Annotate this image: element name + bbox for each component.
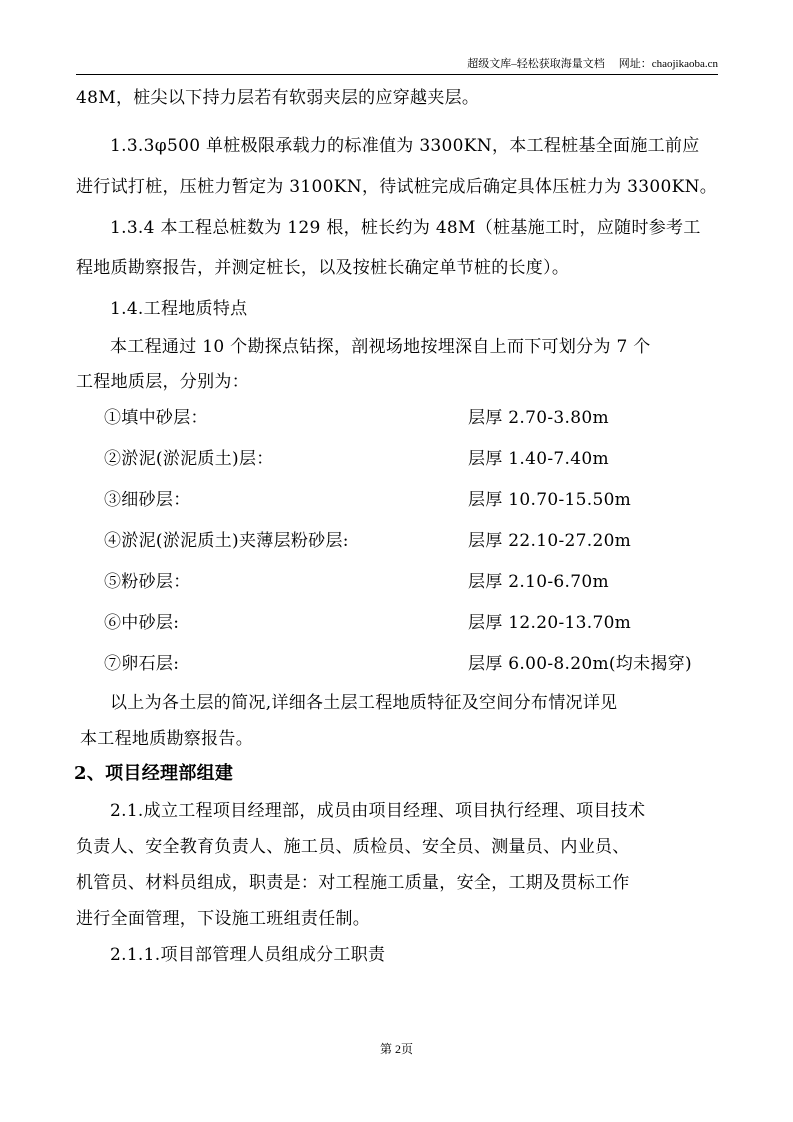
soil-layer-row: [76, 529, 724, 553]
soil-layer-row: [76, 570, 724, 594]
paragraph-1-3-3: 1.3.3φ500 单桩极限承载力的标准值为 3300KN，本工程桩基全面施工前应: [110, 136, 700, 156]
header-site-name: 超级文库–轻松获取海量文档: [467, 58, 605, 70]
layer-name: ⑤粉砂层：: [104, 572, 191, 592]
paragraph-2-1: 2.1.成立工程项目经理部，成员由项目经理、项目执行经理、项目技术: [110, 801, 646, 821]
paragraph-text: 48M，桩尖以下持力层若有软弱夹层的应穿越夹层。: [76, 88, 480, 108]
soil-layer-row: [76, 652, 724, 676]
intro-paragraph-cont: 工程地质层，分别为：: [76, 372, 249, 392]
intro-paragraph: 本工程通过 10 个勘探点钻探，剖视场地按埋深自上而下可划分为 7 个: [110, 337, 651, 357]
paragraph-1-3-4-cont: 程地质勘察报告，并测定桩长，以及按桩长确定单节桩的长度）。: [76, 258, 570, 278]
soil-layer-row: [76, 611, 724, 635]
soil-layer-row: [76, 488, 724, 512]
layer-thickness: 层厚 10.70-15.50m: [468, 490, 632, 510]
layer-thickness: 层厚 2.70-3.80m: [468, 408, 609, 428]
header-url-label: 网址：: [618, 58, 652, 70]
layer-thickness: 层厚 2.10-6.70m: [468, 572, 609, 592]
layer-name: ④淤泥(淤泥质土)夹薄层粉砂层:: [104, 531, 349, 551]
layer-name: ⑦卵石层:: [104, 654, 180, 674]
paragraph-2-1-cont: 机管员、材料员组成，职责是：对工程施工质量，安全，工期及贯标工作: [76, 873, 630, 893]
paragraph-2-1-cont: 进行全面管理，下设施工班组责任制。: [76, 909, 371, 929]
section-heading-2: 2、项目经理部组建: [74, 763, 234, 784]
section-heading-2-1-1: 2.1.1.项目部管理人员组成分工职责: [110, 945, 386, 965]
page-header: [76, 56, 718, 75]
layer-name: ③细砂层：: [104, 490, 191, 510]
layer-name: ①填中砂层：: [104, 408, 208, 428]
header-url-link[interactable]: chaojikaoba.cn: [651, 58, 718, 70]
paragraph-2-1-cont: 负责人、安全教育负责人、施工员、质检员、安全员、测量员、内业员、: [76, 837, 630, 857]
layer-thickness: 层厚 12.20-13.70m: [468, 613, 632, 633]
paragraph-1-3-4: 1.3.4 本工程总桩数为 129 根，桩长约为 48M（桩基施工时，应随时参考工: [110, 218, 701, 238]
layer-thickness: 层厚 22.10-27.20m: [468, 531, 632, 551]
summary-paragraph-cont: 本工程地质勘察报告。: [80, 729, 253, 749]
page-number: 第 2页: [379, 1042, 413, 1056]
layer-thickness: 层厚 1.40-7.40m: [468, 449, 609, 469]
soil-layer-row: [76, 447, 724, 471]
soil-layer-row: [76, 406, 724, 430]
layer-name: ⑥中砂层:: [104, 613, 180, 633]
layer-name: ②淤泥(淤泥质土)层：: [104, 449, 274, 469]
summary-paragraph: 以上为各土层的简况,详细各土层工程地质特征及空间分布情况详见: [110, 693, 618, 713]
layer-thickness: 层厚 6.00-8.20m(均未揭穿): [468, 654, 692, 674]
section-heading-1-4: 1.4.工程地质特点: [110, 299, 248, 319]
paragraph-1-3-3-cont: 进行试打桩，压桩力暂定为 3100KN，待试桩完成后确定具体压桩力为 3300KN。: [76, 177, 718, 197]
